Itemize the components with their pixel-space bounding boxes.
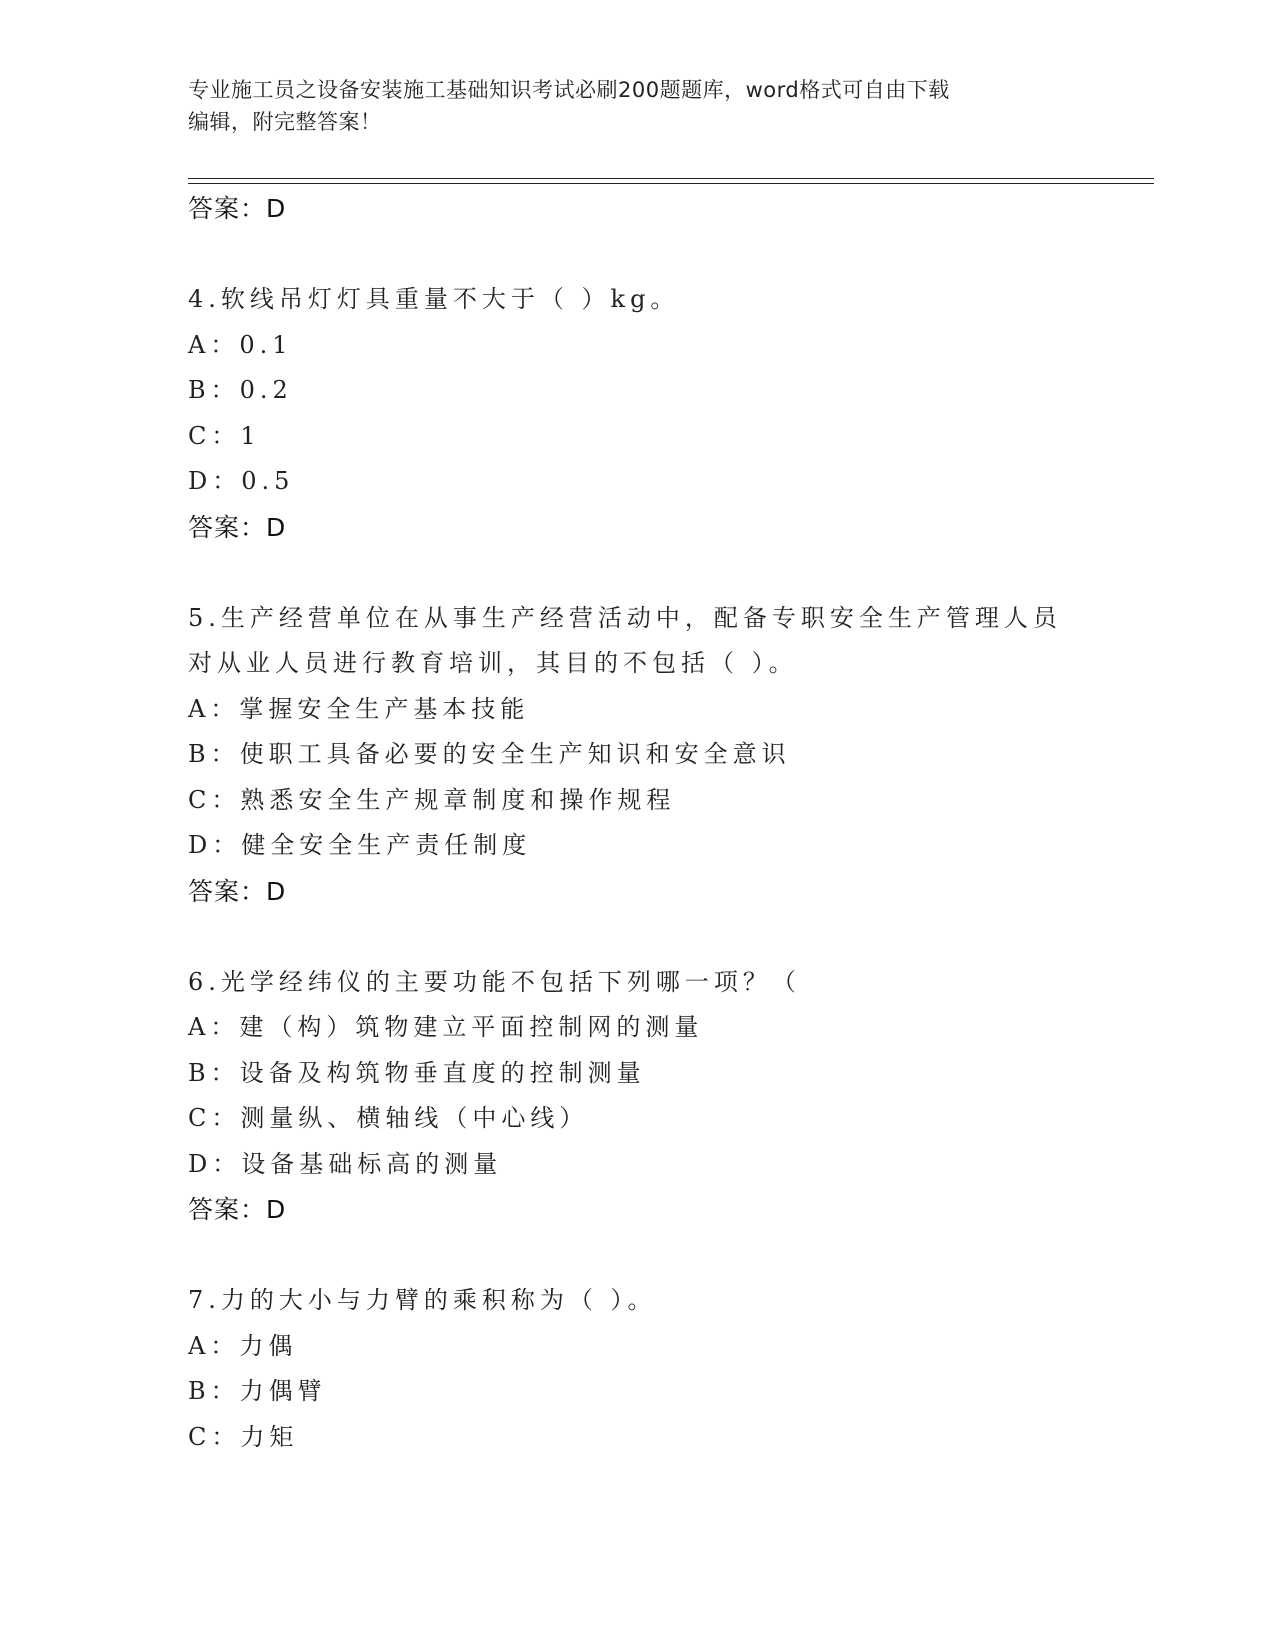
spacer [188, 232, 1154, 278]
option-a: A：建（构）筑物建立平面控制网的测量 [188, 1013, 704, 1041]
header-line-2: 编辑，附完整答案！ [188, 110, 382, 134]
option-a: A：0.1 [188, 330, 293, 359]
spacer [188, 914, 1154, 960]
question-stem: 6.光学经纬仪的主要功能不包括下列哪一项？（ [188, 967, 801, 996]
question-stem: 7.力的大小与力臂的乘积称为（ ）。 [188, 1286, 657, 1314]
header-rule-top [188, 178, 1154, 179]
option-d: D：0.5 [188, 467, 295, 495]
previous-answer: 答案：D [188, 194, 287, 223]
option-d: D：设备基础标高的测量 [188, 1149, 503, 1178]
page-header [188, 74, 1088, 138]
answer-line: 答案：D [188, 1195, 287, 1224]
spacer [188, 1233, 1154, 1279]
spacer [188, 550, 1154, 596]
question-stem: 5.生产经营单位在从事生产经营活动中，配备专职安全生产管理人员 [188, 603, 1062, 632]
option-b: B：力偶臂 [188, 1377, 327, 1405]
answer-line: 答案：D [188, 876, 287, 906]
question-stem: 4.软线吊灯灯具重量不大于（ ）kg。 [188, 285, 680, 313]
option-c: C：力矩 [188, 1422, 299, 1451]
answer-line: 答案：D [188, 512, 287, 542]
question-list [188, 186, 1154, 1460]
option-b: B：0.2 [188, 376, 293, 404]
option-c: C：1 [188, 421, 261, 450]
option-a: A：掌握安全生产基本技能 [188, 694, 530, 723]
option-a: A：力偶 [188, 1331, 298, 1360]
header-rule-bottom [188, 183, 1154, 184]
question-stem-continued: 对从业人员进行教育培训，其目的不包括（ ）。 [188, 649, 798, 677]
option-b: B：使职工具备必要的安全生产知识和安全意识 [188, 740, 791, 768]
option-b: B：设备及构筑物垂直度的控制测量 [188, 1058, 646, 1087]
option-d: D：健全安全生产责任制度 [188, 831, 532, 859]
option-c: C：测量纵、横轴线（中心线） [188, 1104, 589, 1132]
question-block [188, 596, 1154, 915]
question-block [188, 960, 1154, 1233]
header-line-1: 专业施工员之设备安装施工基础知识考试必刷200题题库，word格式可自由下载 [188, 78, 950, 102]
question-block [188, 1278, 1154, 1460]
question-block [188, 277, 1154, 550]
option-c: C：熟悉安全生产规章制度和操作规程 [188, 785, 676, 814]
